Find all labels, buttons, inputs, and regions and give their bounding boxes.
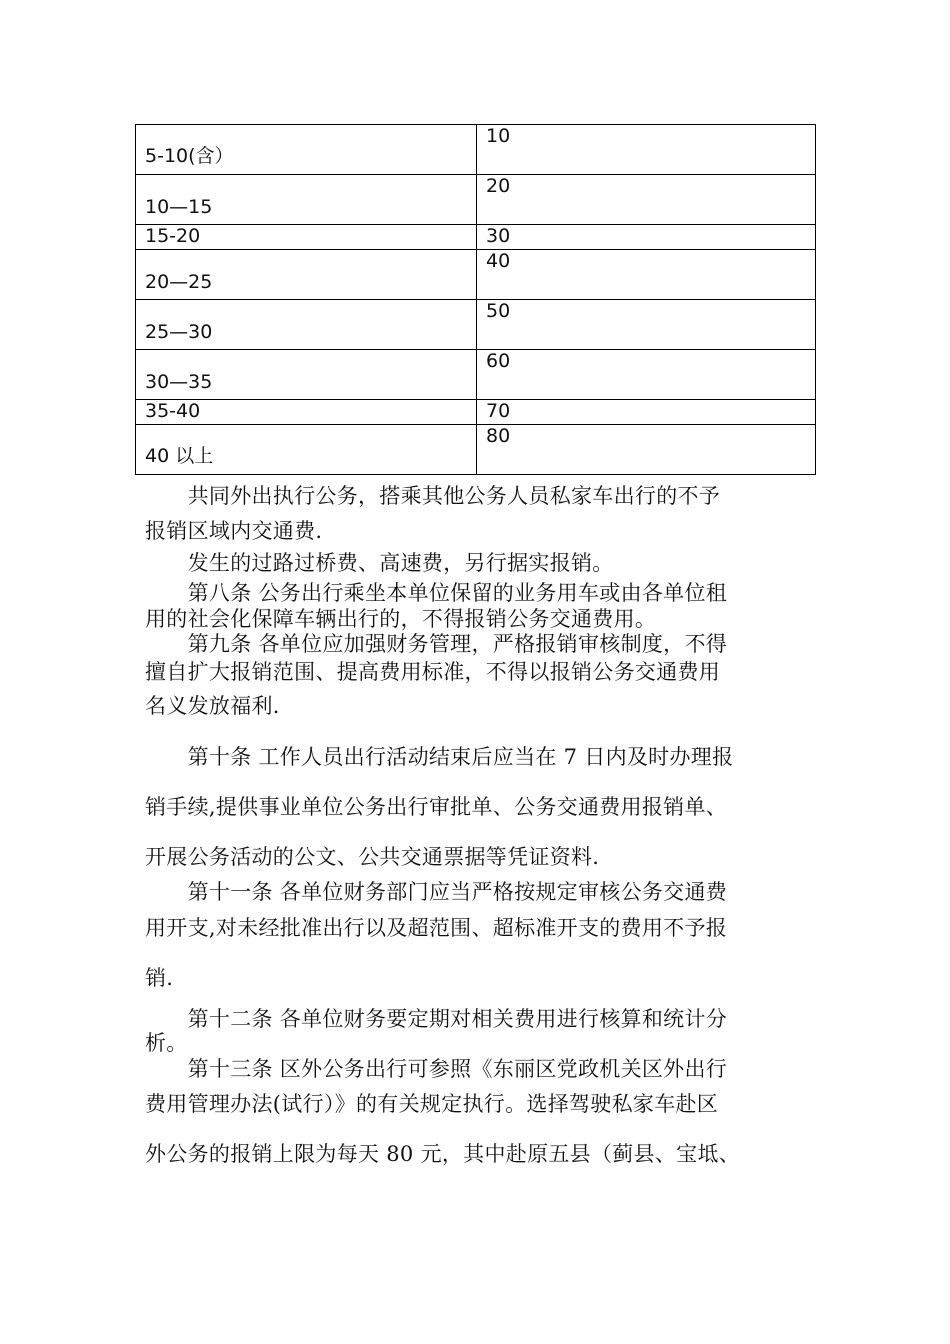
body-line: 共同外出执行公务，搭乘其他公务人员私家车出行的不予 — [145, 484, 721, 508]
article-13-line: 第十三条 区外公务出行可参照《东丽区党政机关区外出行 — [145, 1057, 728, 1081]
range-cell — [136, 175, 477, 225]
body-line: 外公务的报销上限为每天 80 元，其中赴原五县（蓟县、宝坻、 — [145, 1142, 741, 1166]
body-line: 开展公务活动的公文、公共交通票据等凭证资料. — [145, 845, 600, 869]
body-line: 费用管理办法(试行）》的有关规定执行。选择驾驶私家车赴区 — [145, 1092, 719, 1116]
body-line: 擅自扩大报销范围、提高费用标准，不得以报销公务交通费用 — [145, 660, 721, 684]
amount-text: 50 — [486, 300, 511, 322]
amount-cell — [477, 175, 816, 225]
range-cell — [136, 300, 477, 350]
body-line: 发生的过路过桥费、高速费，另行据实报销。 — [145, 551, 614, 575]
amount-cell — [477, 350, 816, 400]
reimbursement-rate-table — [135, 124, 816, 475]
amount-text: 20 — [486, 175, 511, 197]
table-row — [136, 225, 816, 250]
table-row — [136, 400, 816, 425]
table-row — [136, 125, 816, 175]
amount-text: 10 — [486, 125, 511, 147]
body-line: 名义发放福利. — [145, 694, 280, 718]
amount-cell — [477, 300, 816, 350]
article-9-line: 第九条 各单位应加强财务管理，严格报销审核制度，不得 — [145, 632, 728, 656]
amount-text: 80 — [486, 425, 511, 447]
range-cell — [136, 400, 477, 425]
range-text: 5-10(含） — [145, 145, 234, 167]
range-cell — [136, 225, 477, 250]
amount-cell — [477, 425, 816, 475]
table-row — [136, 350, 816, 400]
table-row — [136, 425, 816, 475]
amount-cell — [477, 400, 816, 425]
amount-cell — [477, 250, 816, 300]
table-row — [136, 300, 816, 350]
body-line: 用的社会化保障车辆出行的，不得报销公务交通费用。 — [145, 607, 657, 631]
body-line: 销手续,提供事业单位公务出行审批单、公务交通费用报销单、 — [145, 795, 728, 819]
amount-cell — [477, 225, 816, 250]
article-12-line: 第十二条 各单位财务要定期对相关费用进行核算和统计分 — [145, 1007, 728, 1031]
article-11-line: 第十一条 各单位财务部门应当严格按规定审核公务交通费 — [145, 880, 728, 904]
article-10-line: 第十条 工作人员出行活动结束后应当在 7 日内及时办理报 — [145, 745, 734, 769]
amount-text: 60 — [486, 350, 511, 372]
range-text: 25—30 — [145, 321, 213, 343]
range-cell — [136, 425, 477, 475]
amount-text: 30 — [486, 225, 511, 247]
range-text: 10—15 — [145, 196, 213, 218]
range-text: 40 以上 — [145, 445, 214, 467]
range-cell — [136, 350, 477, 400]
table-row — [136, 250, 816, 300]
article-8-line: 第八条 公务出行乘坐本单位保留的业务用车或由各单位租 — [145, 581, 728, 605]
range-text: 30—35 — [145, 371, 213, 393]
body-line: 销. — [145, 966, 174, 990]
amount-cell — [477, 125, 816, 175]
range-cell — [136, 250, 477, 300]
amount-text: 70 — [486, 400, 511, 422]
range-text: 15-20 — [145, 225, 201, 247]
range-text: 35-40 — [145, 400, 201, 422]
body-line: 报销区域内交通费. — [145, 519, 323, 543]
body-line: 析。 — [145, 1031, 188, 1055]
range-cell — [136, 125, 477, 175]
table-row — [136, 175, 816, 225]
amount-text: 40 — [486, 250, 511, 272]
body-line: 用开支,对未经批准出行以及超范围、超标准开支的费用不予报 — [145, 916, 728, 940]
range-text: 20—25 — [145, 271, 213, 293]
